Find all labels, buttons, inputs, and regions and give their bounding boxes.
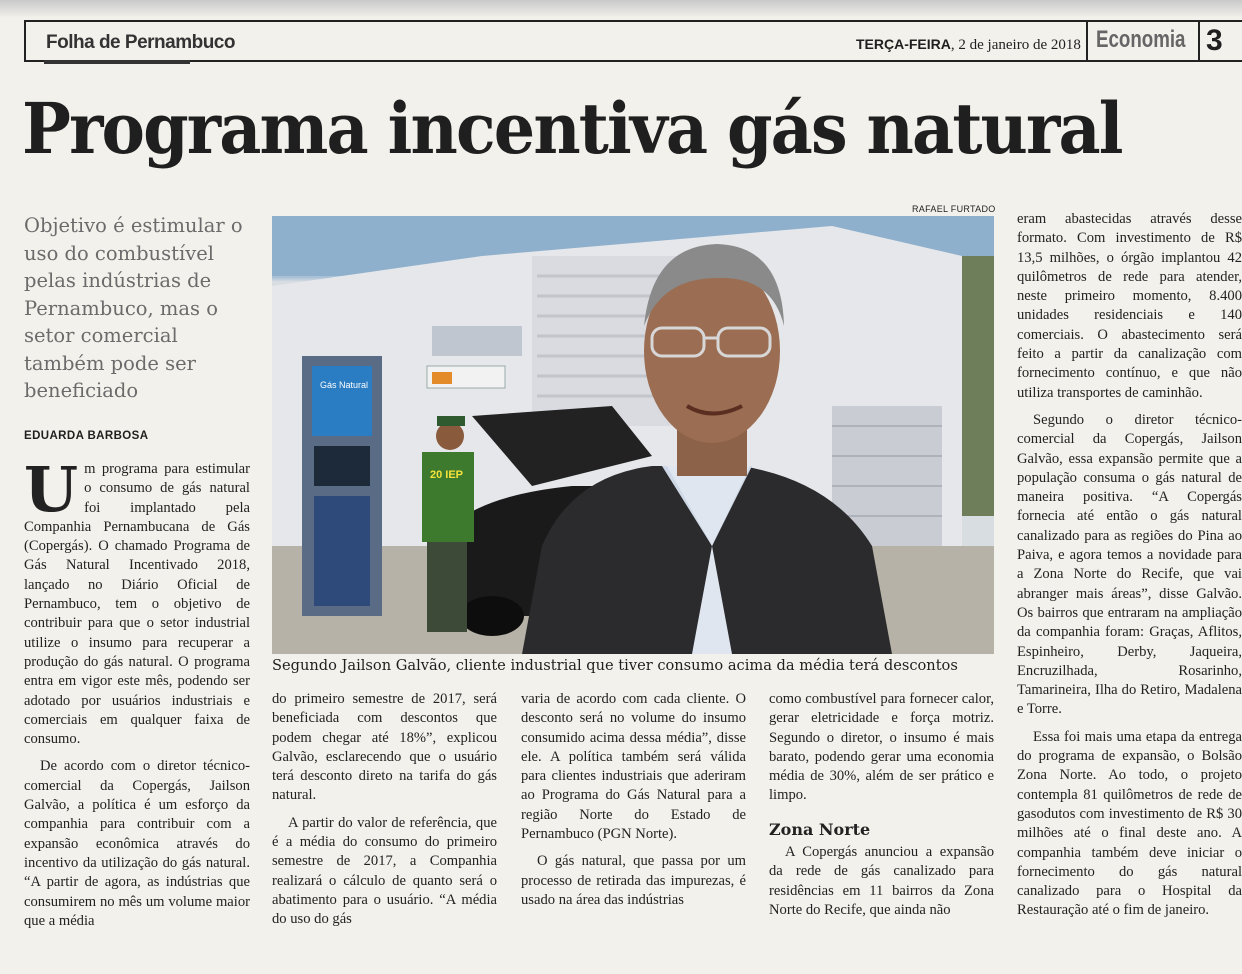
issue-date [856,36,1081,54]
paragraph: eram abastecidas através desse formato. Com investimento de R$ 13,5 milhões, o órgão implantou 42 quilômetros de rede para atender, neste primeiro momento, 8.400 unidades residenciais e 140 comerciais. O abastecimento será feito a partir da canalização com fornecimento contínuo, e que não utiliza transportes de caminhão. [1017,211,1242,401]
article-column-5 [1017,210,1242,921]
paragraph-text: m programa para estimular o consumo de gás natural foi implantado pela Companhia Pernambucana de Gás (Copergás). O chamado Programa de Gás Natural Incentivado 2018, lançado no Diário Oficial de Pernambuco, tem o objetivo de contribuir para que o setor industrial utilize o insumo para recuperar a produção do gás natural. O programa entra em vigor este mês, podendo ser adotado por usuários industriais e comerciais em qualquer faixa de consumo. [24,461,250,748]
headline: Programa incentiva gás natural [22,87,1122,170]
article-column-4 [769,690,994,920]
photo-credit: RAFAEL FURTADO [912,204,996,214]
issue-day: , 2 de janeiro de 2018 [950,37,1081,53]
newspaper-name: Folha de Pernambuco [46,32,235,53]
scan-edge [0,0,1242,18]
pump-sign: Gás Natural [320,380,369,390]
article-column-1 [24,453,250,931]
paragraph: De acordo com o diretor técnico-comercial da Copergás, Jailson Galvão, a política é um esforço da companhia para contribuir com a expansão econômica através do incentivo da utilização do gás natural. “A partir de agora, as indústrias que consumirem no mês um volume maior que a média [24,758,250,929]
news-photo [272,216,994,654]
page-number: 3 [1206,24,1223,57]
photo-illustration [272,216,994,654]
article-column-2 [272,690,497,930]
header-divider [1198,20,1200,62]
paragraph [24,453,250,749]
paragraph: Segundo o diretor técnico-comercial da Copergás, Jailson Galvão, essa expansão permite que a população consuma o gás natural de maneira positiva. “A Copergás fornecia até então o gás natural canalizado para as regiões do Pina ao Paiva, e agora temos a novidade para a Zona Norte do Recife, que vai abranger mais áreas”, disse Galvão. Os bairros que entraram na ampliação da companhia foram: Graças, Aflitos, Espinheiro, Derby, Jaqueira, Encruzilhada, Rosarinho, Tamarineira, Ilha do Retiro, Madalena e Torre. [1017,411,1242,718]
newspaper-name-underline [44,60,190,64]
vest-logo: 20 IEP [430,469,464,481]
paragraph: Essa foi mais uma etapa da entrega do programa de expansão, o Bolsão Zona Norte. Ao todo, o projeto contempla 81 quilômetros de rede de gasodutos com investimento de R$ 30 milhões até o final deste ano. A companhia também deve iniciar o fornecimento do gás natural canalizado para o Hospital da Restauração até o fim de janeiro. [1017,728,1242,919]
paragraph: O gás natural, que passa por um processo de retirada das impurezas, é usado na área das indústrias [521,853,746,908]
photo-caption: Segundo Jailson Galvão, cliente industrial que tiver consumo acima da média terá descontos [272,657,958,674]
paragraph: do primeiro semestre de 2017, será beneficiada com descontos que podem chegar até 18%”, explicou Galvão, esclarecendo que o usuário terá desconto direto na tarifa do gás natural. [272,691,497,804]
paragraph: A Copergás anunciou a expansão da rede de gás canalizado para residências em 11 bairros da Zona Norte do Recife, que ainda não [769,844,994,918]
subheading: Zona Norte [769,819,871,839]
page-header [24,20,1242,62]
paragraph: A partir do valor de referência, que é a média do consumo do primeiro semestre de 2017, a Companhia realizará o cálculo de quanto será o abatimento para o usuário. “A média do uso do gás [272,814,497,928]
header-divider [1086,20,1088,62]
paragraph: como combustível para fornecer calor, gerar eletricidade e força motriz. Segundo o diretor, o insumo é mais barato, podendo gerar uma economia média de 30%, além de ser prático e limpo. [769,691,994,804]
drop-cap: U [24,453,79,526]
byline: EDUARDA BARBOSA [24,430,149,442]
section-name: Economia [1096,26,1186,53]
issue-weekday: TERÇA-FEIRA [856,36,951,52]
deck-subtitle: Objetivo é estimular o uso do combustível pelas indústrias de Pernambuco, mas o setor comercial também pode ser beneficiado [24,214,243,402]
article-column-3 [521,690,746,910]
paragraph: varia de acordo com cada cliente. O desconto será no volume do insumo consumido acima dessa média”, disse ele. A política também será válida para clientes industriais que aderiram ao Programa do Gás Natural para a região Norte do Estado de Pernambuco (PGN Norte). [521,691,746,843]
